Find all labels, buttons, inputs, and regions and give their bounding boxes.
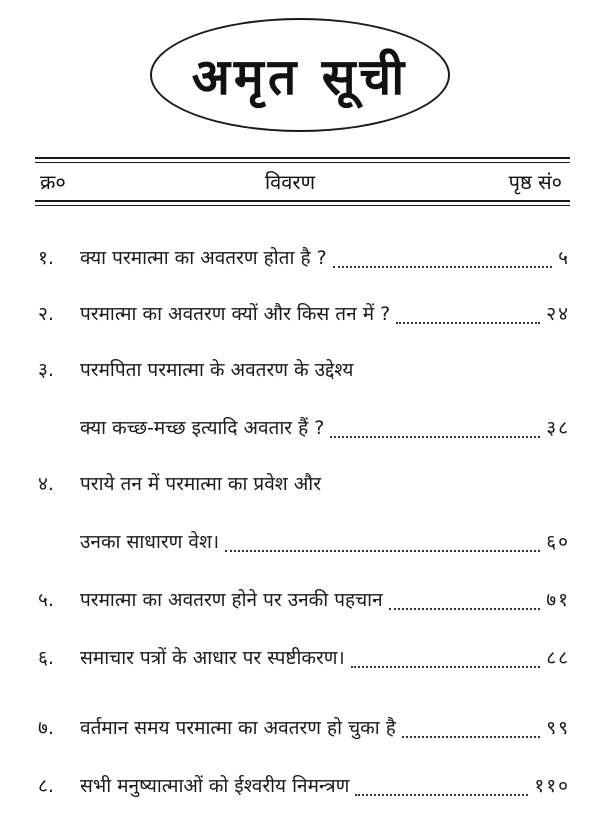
header-page-number: पृष्ठ सं० bbox=[508, 170, 562, 194]
entry-page: ८८ bbox=[546, 647, 570, 669]
toc-entry-1 bbox=[38, 240, 570, 276]
header-bottom-rule-thin bbox=[35, 205, 570, 206]
entry-number: ५. bbox=[38, 589, 54, 611]
entry-number: ४. bbox=[38, 473, 54, 495]
dot-leader bbox=[330, 435, 540, 438]
entry-text: क्या परमात्मा का अवतरण होता है ? bbox=[80, 247, 327, 269]
entry-number: ८. bbox=[38, 775, 54, 797]
entry-page: ११० bbox=[534, 775, 570, 797]
dot-leader bbox=[225, 549, 540, 552]
entry-page: ५ bbox=[558, 247, 570, 269]
entry-number: ७. bbox=[38, 717, 54, 739]
entry-continuation: उनका साधारण वेश। bbox=[80, 531, 220, 553]
entry-number: ३. bbox=[38, 359, 54, 381]
entry-text: परमात्मा का अवतरण होने पर उनकी पहचान bbox=[80, 589, 383, 611]
header-description: विवरण bbox=[265, 170, 316, 194]
header-top-rule-thin bbox=[35, 162, 570, 163]
dot-leader bbox=[351, 665, 540, 668]
dot-leader bbox=[355, 793, 528, 796]
toc-entry-5 bbox=[38, 582, 570, 618]
entry-continuation: क्या कच्छ-मच्छ इत्यादि अवतार हैं ? bbox=[80, 417, 325, 439]
dot-leader bbox=[396, 321, 540, 324]
header-number: क्र० bbox=[40, 170, 66, 194]
entry-text: परमपिता परमात्मा के अवतरण के उद्देश्य bbox=[80, 359, 354, 381]
toc-entry-4-continuation bbox=[38, 524, 570, 560]
header-top-rule bbox=[35, 157, 570, 159]
entry-text: पराये तन में परमात्मा का प्रवेश और bbox=[80, 473, 321, 495]
entry-text: समाचार पत्रों के आधार पर स्पष्टीकरण। bbox=[80, 647, 345, 669]
table-header bbox=[40, 168, 570, 196]
entry-page: ३८ bbox=[546, 417, 570, 439]
toc-entry-3-continuation bbox=[38, 410, 570, 446]
entry-number: २. bbox=[38, 303, 54, 325]
toc-entry-4 bbox=[38, 466, 570, 502]
entry-page: ७१ bbox=[546, 589, 570, 611]
header-bottom-rule bbox=[35, 200, 570, 202]
entry-page: ९९ bbox=[546, 717, 570, 739]
entry-number: १. bbox=[38, 247, 54, 269]
toc-entry-6 bbox=[38, 640, 570, 676]
entry-page: ६० bbox=[546, 531, 570, 553]
toc-entry-7 bbox=[38, 710, 570, 746]
entry-text: वर्तमान समय परमात्मा का अवतरण हो चुका है bbox=[80, 717, 396, 739]
toc-entry-8 bbox=[38, 768, 570, 804]
dot-leader bbox=[333, 265, 552, 268]
toc-entry-3 bbox=[38, 352, 570, 388]
dot-leader bbox=[402, 735, 540, 738]
entry-number: ६. bbox=[38, 647, 54, 669]
entry-text: परमात्मा का अवतरण क्यों और किस तन में ? bbox=[80, 303, 391, 325]
dot-leader bbox=[389, 607, 541, 610]
toc-entry-2 bbox=[38, 296, 570, 332]
entry-page: २४ bbox=[546, 303, 570, 325]
entry-text: सभी मनुष्यात्माओं को ईश्वरीय निमन्त्रण bbox=[80, 775, 350, 797]
page-title: अमृत सूची bbox=[191, 47, 409, 106]
